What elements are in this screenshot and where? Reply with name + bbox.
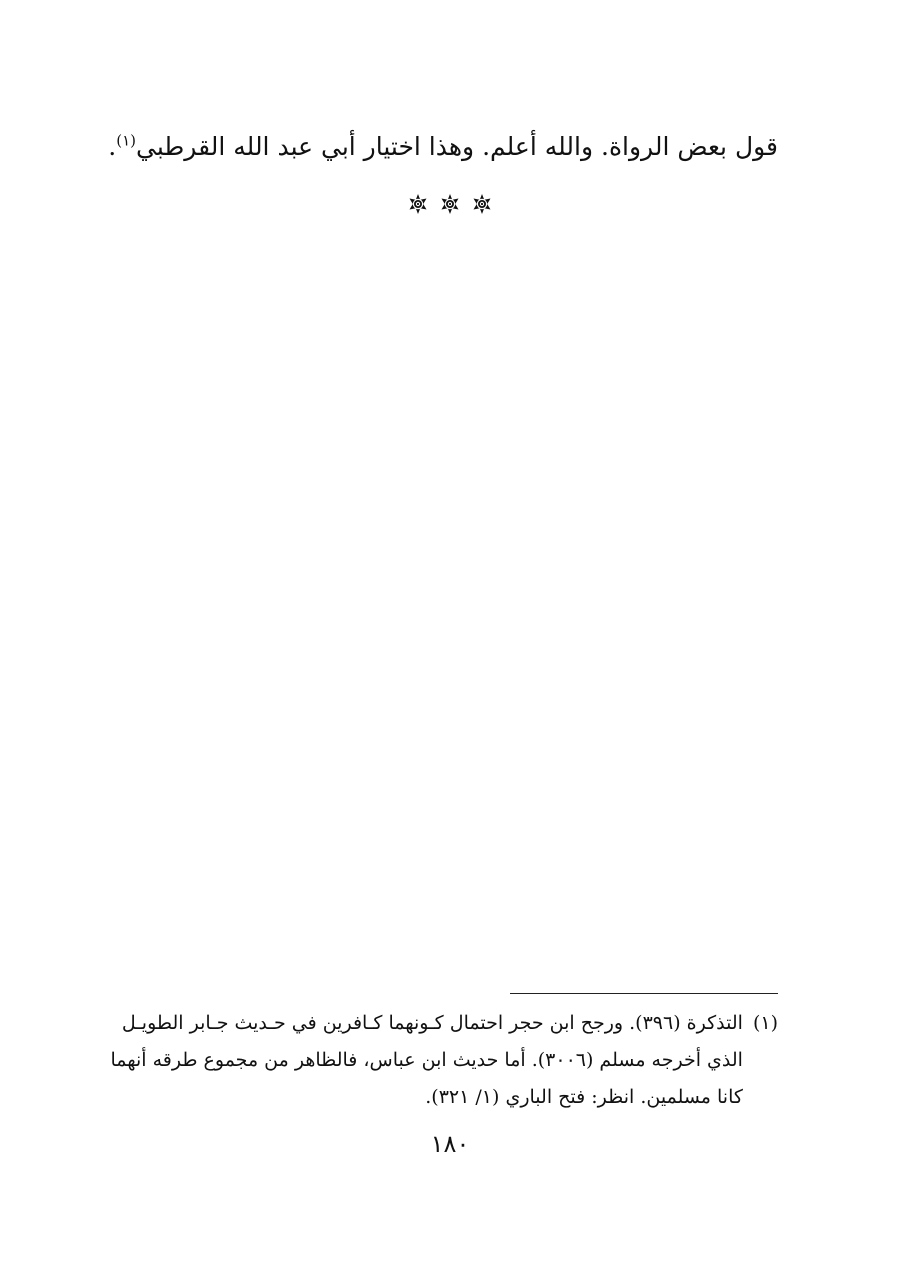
footnote-separator [510,993,778,994]
section-divider-ornaments [0,193,900,217]
footnote-text [110,1005,742,1116]
page-number: ١٨٠ [430,1130,470,1158]
body-text: قول بعض الرواة. والله أعلم. وهذا اختيار أبي عبد الله القرطبي [136,132,778,161]
footnotes-section [110,1005,778,1116]
footnote-line: كانا مسلمين. انظر: فتح الباري (١/ ٣٢١). [425,1086,743,1108]
footnote-line: الذي أخرجه مسلم (٣٠٠٦). أما حديث ابن عباس، فالظاهر من مجموع طرقه أنهما [110,1049,743,1071]
footnote-item [110,1005,778,1116]
footnote-line: التذكرة (٣٩٦). ورجح ابن حجر احتمال كـونهما كـافرين في حـديث جـابر الطويـل [121,1012,743,1034]
body-paragraph [108,122,778,172]
footnote-reference: (١) [116,131,137,150]
star-flower-icon [470,193,494,217]
sentence-end-period: . [108,132,117,161]
star-flower-icon [438,193,462,217]
footnote-number: (١) [752,1012,778,1034]
star-flower-icon [406,193,430,217]
